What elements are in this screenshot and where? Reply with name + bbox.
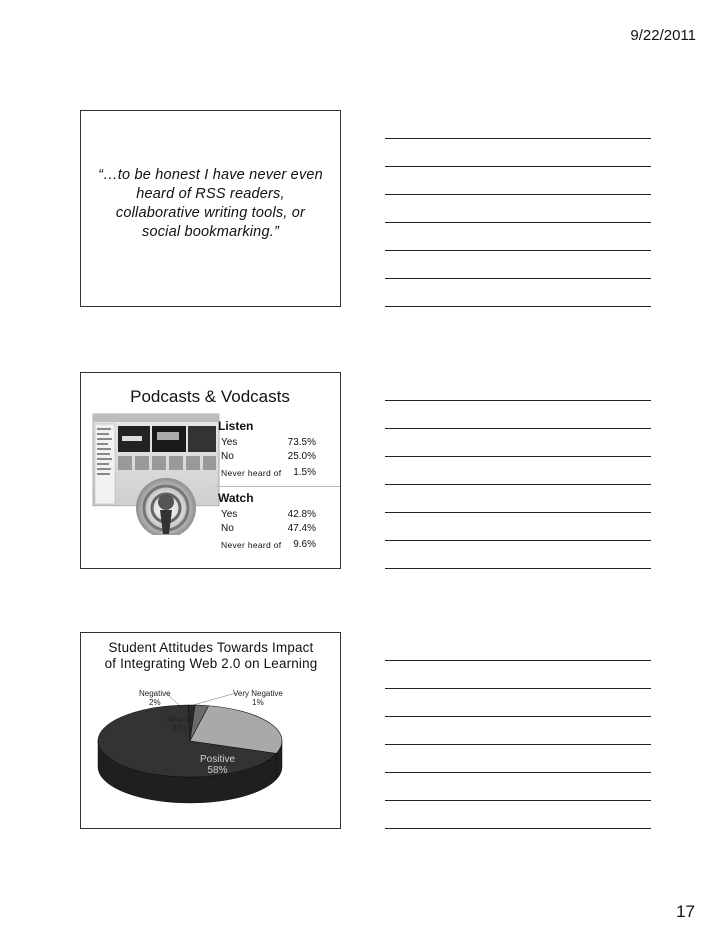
watch-row-yes: [218, 508, 340, 522]
row-value: 47.4%: [287, 523, 316, 534]
label-name: Positive: [200, 754, 236, 765]
section-divider: [215, 486, 340, 487]
watch-heading: Watch: [218, 491, 254, 505]
note-line: [385, 568, 651, 569]
row-value: 9.6%: [293, 539, 316, 550]
row-label: No: [221, 523, 234, 534]
row-label: Never heard of: [221, 468, 282, 478]
row-value: 1.5%: [293, 467, 316, 478]
header-date: 9/22/2011: [630, 27, 696, 44]
note-line: [385, 250, 651, 251]
note-line: [385, 772, 651, 773]
listen-heading: Listen: [218, 419, 254, 433]
chart-title-line2: of Integrating Web 2.0 on Learning: [104, 656, 318, 671]
note-line: [385, 194, 651, 195]
note-line: [385, 512, 651, 513]
note-line: [385, 400, 651, 401]
label-name: Very Negative: [233, 689, 283, 698]
label-pct: 58%: [207, 765, 228, 776]
note-line: [385, 166, 651, 167]
listen-row-no: [218, 450, 340, 464]
note-line: [385, 540, 651, 541]
label-pct: 1%: [252, 698, 264, 707]
label-pct: 23%: [171, 724, 188, 733]
note-line: [385, 138, 651, 139]
note-line: [385, 660, 651, 661]
notes-lines-2: [385, 400, 651, 596]
notes-lines-1: [385, 138, 651, 334]
row-label: No: [221, 451, 234, 462]
label-pct: 2%: [149, 698, 161, 707]
label-negative: [139, 689, 171, 707]
listen-row-never: [218, 466, 340, 480]
row-label: Never heard of: [221, 540, 282, 550]
label-positive: [200, 754, 235, 776]
slide-quote: [80, 110, 341, 307]
listen-stats: [218, 419, 340, 480]
note-line: [385, 800, 651, 801]
watch-row-never: [218, 538, 340, 552]
slide-attitudes-chart: [80, 632, 341, 829]
note-line: [385, 456, 651, 457]
label-very-negative: [233, 689, 283, 707]
row-value: 73.5%: [287, 437, 316, 448]
row-label: Yes: [221, 437, 238, 448]
watch-row-no: [218, 522, 340, 536]
page-number: 17: [676, 902, 695, 921]
itunes-podcast-image: [91, 410, 221, 535]
note-line: [385, 306, 651, 307]
row-label: Yes: [221, 509, 238, 520]
note-line: [385, 278, 651, 279]
label-neutral: [167, 715, 193, 733]
watch-stats: [218, 491, 340, 552]
note-line: [385, 744, 651, 745]
note-line: [385, 688, 651, 689]
leader-line-very-negative: [193, 693, 236, 705]
note-line: [385, 716, 651, 717]
note-line: [385, 484, 651, 485]
note-line: [385, 222, 651, 223]
slide-podcasts: [80, 372, 341, 569]
slide-title: Podcasts & Vodcasts: [130, 387, 290, 406]
chart-title-line1: Student Attitudes Towards Impact: [108, 640, 314, 655]
note-line: [385, 428, 651, 429]
row-value: 42.8%: [287, 509, 316, 520]
notes-lines-3: [385, 660, 651, 856]
label-name: Negative: [139, 689, 171, 698]
row-value: 25.0%: [287, 451, 316, 462]
note-line: [385, 828, 651, 829]
quote-text: “…to be honest I have never even heard of RSS readers, collaborative writing tools, or social bookmarking.”: [98, 167, 323, 240]
pie-chart: [81, 633, 340, 828]
listen-row-yes: [218, 436, 340, 450]
label-name: Neutral: [167, 715, 193, 724]
